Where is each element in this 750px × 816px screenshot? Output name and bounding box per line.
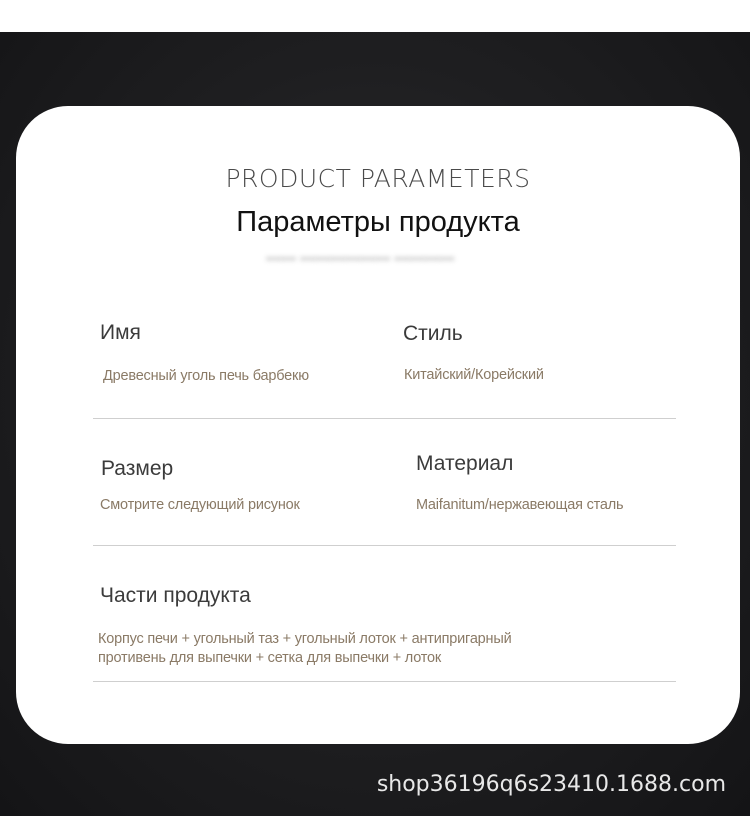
param-style-value: Китайский/Корейский	[404, 367, 544, 383]
title-russian: Параметры продукта	[236, 206, 520, 238]
param-size-label: Размер	[101, 457, 174, 480]
shop-watermark: shop36196q6s23410.1688.com	[376, 772, 726, 797]
param-parts-value-line2: противень для выпечки + сетка для выпечки + лоток	[98, 650, 442, 666]
divider	[93, 545, 676, 546]
param-material-label: Материал	[416, 452, 514, 475]
ghost-text: ▬▬ ▬▬▬▬▬▬ ▬▬▬▬	[266, 248, 455, 265]
divider	[93, 681, 676, 682]
param-parts-label: Части продукта	[100, 584, 251, 607]
parameters-card	[16, 106, 740, 744]
param-parts-value	[98, 630, 568, 668]
param-style-label: Стиль	[403, 322, 463, 345]
param-size-value: Смотрите следующий рисунок	[100, 497, 300, 513]
param-material-value: Maifanitum/нержавеющая сталь	[416, 497, 624, 513]
divider	[93, 418, 676, 419]
param-parts-value-line1: Корпус печи + угольный таз + угольный лоток + антипригарный	[98, 631, 512, 647]
param-name-label: Имя	[100, 321, 141, 344]
title-english: PRODUCT PARAMETERS	[225, 164, 531, 193]
param-name-value: Древесный уголь печь барбекю	[103, 368, 309, 384]
